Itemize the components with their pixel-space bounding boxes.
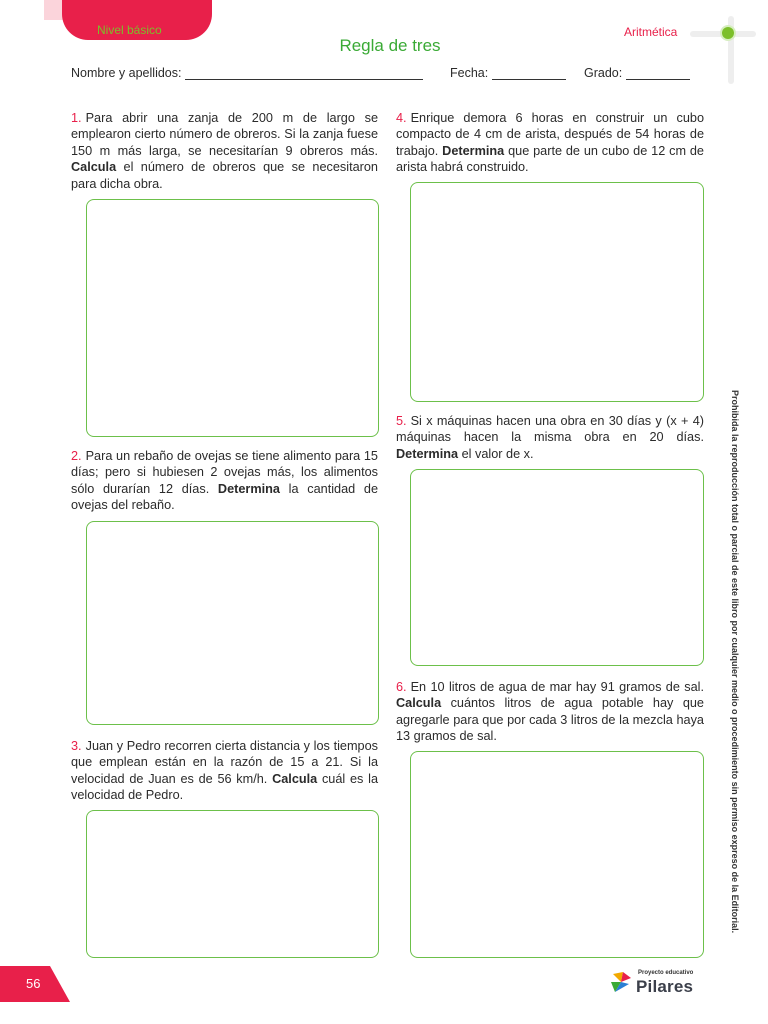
answer-box-2[interactable] bbox=[86, 521, 379, 725]
grade-label: Grado: bbox=[584, 66, 623, 80]
question-number: 5. bbox=[396, 414, 407, 428]
level-label: Nivel básico bbox=[97, 23, 162, 37]
question-text: En 10 litros de agua de mar hay 91 gramos de sal. bbox=[410, 680, 704, 694]
answer-box-1[interactable] bbox=[86, 199, 379, 437]
question-text: cuál es la velocidad de Pedro. bbox=[71, 771, 378, 803]
subject-label: Aritmética bbox=[624, 25, 678, 39]
question-6 bbox=[396, 679, 704, 745]
question-text: Si x máquinas hacen una obra en 30 días y (x + 4) máquinas hacen la misma obra en 20 días. bbox=[396, 414, 704, 445]
date-blank[interactable] bbox=[492, 67, 566, 80]
pilares-logo-icon bbox=[609, 970, 633, 994]
question-text: la cantidad de ovejas del rebaño. bbox=[71, 481, 379, 513]
page-number: 56 bbox=[26, 976, 41, 991]
date-field bbox=[450, 66, 566, 80]
question-number: 3. bbox=[71, 739, 82, 753]
answer-box-3[interactable] bbox=[86, 810, 379, 958]
answer-box-4[interactable] bbox=[410, 182, 704, 402]
question-keyword: Determina bbox=[217, 481, 280, 496]
question-text: que parte de un cubo de 12 cm de arista habrá construido. bbox=[396, 143, 704, 175]
question-text: el valor de x. bbox=[458, 446, 534, 461]
page-title: Regla de tres bbox=[339, 36, 441, 55]
question-5 bbox=[396, 413, 704, 462]
answer-box-6[interactable] bbox=[410, 751, 704, 958]
question-3 bbox=[71, 738, 378, 804]
grade-field bbox=[584, 66, 690, 80]
logo-tagline: Proyecto educativo bbox=[638, 970, 694, 976]
question-4 bbox=[396, 110, 704, 176]
date-label: Fecha: bbox=[450, 66, 489, 80]
question-keyword: Determina bbox=[442, 143, 505, 158]
question-number: 2. bbox=[71, 449, 82, 463]
name-label: Nombre y apellidos: bbox=[71, 66, 182, 80]
question-text: Para abrir una zanja de 200 m de largo se emplearon cierto número de obreros. Si la zanja fuese 150 m más larga, se necesitarían 9 obreros más. bbox=[71, 111, 378, 158]
question-1 bbox=[71, 110, 378, 192]
question-2 bbox=[71, 448, 378, 514]
question-number: 6. bbox=[396, 680, 407, 694]
question-number: 1. bbox=[71, 111, 82, 125]
question-text: el número de obreros que se necesitaron para dicha obra. bbox=[71, 160, 378, 191]
question-text: Para un rebaño de ovejas se tiene alimento para 15 días; pero si hubiesen 2 ovejas más, los alimentos sólo durarían 12 días. bbox=[71, 449, 378, 496]
name-blank[interactable] bbox=[185, 67, 423, 80]
question-keyword: Determina bbox=[396, 446, 459, 461]
question-text: Enrique demora 6 horas en construir un cubo compacto de 4 cm de arista, después de 54 horas de trabajo. bbox=[396, 111, 704, 158]
answer-box-5[interactable] bbox=[410, 469, 704, 666]
question-text: cuántos litros de agua potable hay que agregarle para que por cada 3 litros de la mezcla haya 13 gramos de sal. bbox=[396, 696, 704, 744]
copyright-notice: Prohibida la reproducción total o parcial de este libro por cualquier medio o procedimiento sin permiso expreso de la Editorial. bbox=[730, 390, 740, 934]
name-field bbox=[71, 66, 423, 80]
logo-name: Pilares bbox=[636, 977, 694, 996]
question-keyword: Calcula bbox=[71, 160, 117, 175]
question-text: Juan y Pedro recorren cierta distancia y los tiempos que emplean están en la razón de 15 a 21. Si la velocidad de Juan es de 56 km/h. bbox=[71, 739, 378, 786]
question-keyword: Calcula bbox=[272, 771, 318, 786]
question-number: 4. bbox=[396, 111, 407, 125]
question-keyword: Calcula bbox=[396, 696, 442, 711]
grade-blank[interactable] bbox=[626, 67, 690, 80]
